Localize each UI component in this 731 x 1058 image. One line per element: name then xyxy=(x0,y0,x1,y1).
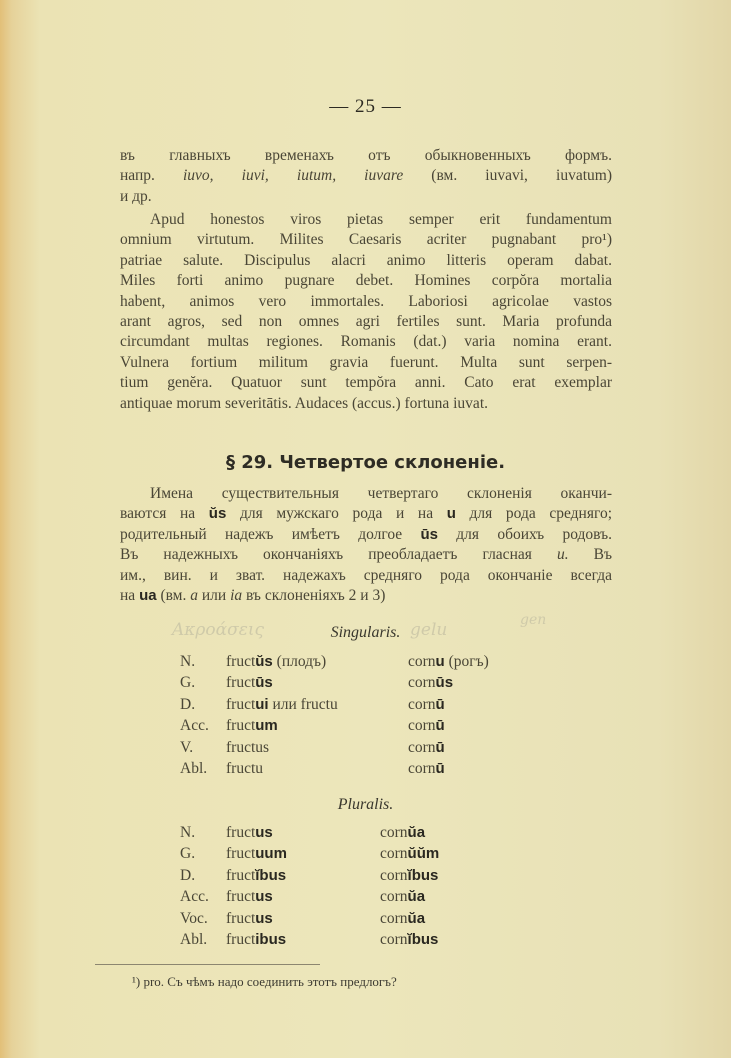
neuter-form xyxy=(408,673,489,695)
singularis-table xyxy=(180,651,489,780)
pluralis-title: Pluralis. xyxy=(337,796,394,813)
footnote: ¹) pro. Съ чѣмъ надо соединить этотъ предлогъ? xyxy=(132,974,397,989)
bold-ending: u xyxy=(446,505,456,523)
masculine-form xyxy=(226,716,408,738)
case-label: D. xyxy=(180,866,196,884)
text-run: для мужскаго рода и на xyxy=(226,505,447,523)
case-ending: u xyxy=(435,652,445,670)
text-run: Въ xyxy=(568,546,612,564)
declension-row xyxy=(180,908,439,930)
declension-row xyxy=(180,651,489,673)
text-run: родительный надежъ имѣетъ долгое xyxy=(120,525,421,543)
text-run: fructus xyxy=(226,738,270,756)
case-ending: ūs xyxy=(255,674,273,692)
bold-ending: ŭs xyxy=(208,505,227,523)
text-line: Apud honestos viros pietas semper erit fundamentum xyxy=(150,211,612,228)
text-run: им., вин. и зват. надежахъ средняго рода окончаніе всегда xyxy=(120,566,612,584)
footnote-rule xyxy=(95,964,320,965)
italic-text: u. xyxy=(556,546,569,564)
masculine-form xyxy=(226,651,408,673)
word-stem: fruct xyxy=(226,823,256,841)
text-line: omnium virtutum. Milites Caesaris acriter pugnabant pro¹) xyxy=(120,231,612,249)
word-stem: fruct xyxy=(226,652,256,670)
latin-exercise-paragraph xyxy=(120,210,612,414)
case-label: N. xyxy=(180,823,196,841)
case-ending: ĭbus xyxy=(255,866,287,884)
text-line: circumdant multas regiones. Romanis (dat.) varia nomina erant. xyxy=(120,333,612,351)
text-run: или fructu xyxy=(268,695,338,713)
declension-row xyxy=(180,822,439,844)
text-line: tium genĕra. Quatuor sunt tempŏra anni. Cato erat exemplar xyxy=(120,374,612,392)
handwritten-note-3: gen xyxy=(520,612,547,628)
masculine-form xyxy=(226,694,408,716)
text-run: или xyxy=(197,587,231,605)
neuter-form xyxy=(408,694,489,716)
declension-row xyxy=(180,694,489,716)
case-ending: ĭbus xyxy=(407,931,439,949)
text-line: arant agros, sed non omnes agri fertiles sunt. Maria profunda xyxy=(120,313,612,331)
case-ending: ū xyxy=(435,695,445,713)
latin-exercise-text xyxy=(120,210,612,414)
word-stem: corn xyxy=(380,823,408,841)
text-run: напр. xyxy=(120,167,183,185)
section-text xyxy=(120,484,612,606)
neuter-form xyxy=(380,844,439,866)
declension-row xyxy=(180,887,439,909)
text-line: Miles forti animo pugnare debet. Homines corpŏra mortalia xyxy=(120,272,612,290)
word-stem: corn xyxy=(380,931,408,949)
case-ending: us xyxy=(255,888,273,906)
case-ending: ū xyxy=(435,738,445,756)
word-stem: fruct xyxy=(226,845,256,863)
text-line xyxy=(120,586,612,606)
declension-row xyxy=(180,673,489,695)
case-ending: ŭŭm xyxy=(407,845,440,863)
masculine-form xyxy=(226,865,380,887)
text-line: habent, animos vero immortales. Laboriosi agricolae vastos xyxy=(120,292,612,310)
case-label: D. xyxy=(180,695,196,713)
text-line xyxy=(120,504,612,524)
text-line xyxy=(120,166,612,186)
case-label: V. xyxy=(180,738,194,756)
case-label: G. xyxy=(180,845,196,863)
masculine-form xyxy=(226,759,408,781)
case-ending: ŭa xyxy=(407,823,426,841)
text-line xyxy=(120,484,612,504)
text-run: и др. xyxy=(120,187,152,205)
text-run: Въ надежныхъ окончаніяхъ преобладаетъ гласная xyxy=(120,546,557,564)
word-stem: fruct xyxy=(226,717,256,735)
page-number: — 25 — xyxy=(329,96,402,117)
neuter-form xyxy=(408,651,489,673)
declension-row xyxy=(180,844,439,866)
neuter-form xyxy=(408,759,489,781)
text-run: на xyxy=(120,587,140,605)
masculine-form xyxy=(226,930,380,952)
case-label: Voc. xyxy=(180,909,208,927)
declension-row xyxy=(180,865,439,887)
word-stem: corn xyxy=(380,866,408,884)
word-stem: corn xyxy=(408,717,436,735)
bold-ending: ua xyxy=(139,587,157,605)
masculine-form xyxy=(226,844,380,866)
masculine-form xyxy=(226,737,408,759)
case-label: G. xyxy=(180,674,196,692)
word-stem: corn xyxy=(408,738,436,756)
case-ending: ū xyxy=(435,717,445,735)
pluralis-table xyxy=(180,822,439,951)
word-stem: fruct xyxy=(226,695,256,713)
word-stem: fruct xyxy=(226,909,256,927)
text-line xyxy=(120,187,612,207)
case-ending: ū xyxy=(435,760,445,778)
declension-row xyxy=(180,716,489,738)
italic-text: iuvo, iuvi, iutum, iuvare xyxy=(183,167,404,185)
case-ending: ŭa xyxy=(407,888,426,906)
text-line xyxy=(120,146,612,166)
masculine-form xyxy=(226,673,408,695)
word-stem: fruct xyxy=(226,674,256,692)
word-stem: corn xyxy=(408,695,436,713)
text-run: (вм. xyxy=(156,587,191,605)
neuter-form xyxy=(408,716,489,738)
continuation-text xyxy=(120,146,612,207)
case-ending: us xyxy=(255,823,273,841)
case-label: Abl. xyxy=(180,760,208,778)
section-paragraph xyxy=(120,484,612,606)
neuter-form xyxy=(380,887,439,909)
case-ending: um xyxy=(255,717,278,735)
case-label: Acc. xyxy=(180,888,209,906)
case-label: Abl. xyxy=(180,931,208,949)
text-run: Имена существительныя четвертаго склоненія оканчи- xyxy=(150,485,612,502)
text-run: въ склоненіяхъ 2 и 3) xyxy=(242,587,386,605)
bold-ending: ūs xyxy=(420,525,438,543)
case-ending: ibus xyxy=(255,931,287,949)
declension-row xyxy=(180,759,489,781)
case-ending: ūs xyxy=(435,674,454,692)
case-ending: ui xyxy=(255,695,269,713)
masculine-form xyxy=(226,887,380,909)
word-stem: corn xyxy=(408,760,436,778)
text-line xyxy=(120,525,612,545)
case-ending: ŭa xyxy=(407,909,426,927)
masculine-form xyxy=(226,822,380,844)
neuter-form xyxy=(380,930,439,952)
case-label: N. xyxy=(180,652,196,670)
neuter-form xyxy=(380,865,439,887)
word-stem: corn xyxy=(408,674,436,692)
handwritten-note-2: gelu xyxy=(410,620,448,640)
text-line xyxy=(120,566,612,586)
declension-row xyxy=(180,737,489,759)
italic-text: a xyxy=(190,587,198,605)
continuation-paragraph xyxy=(120,146,612,207)
text-run: (рогъ) xyxy=(444,652,489,670)
italic-text: ia xyxy=(230,587,243,605)
neuter-form xyxy=(380,908,439,930)
text-run: для рода средняго; xyxy=(455,505,613,523)
word-stem: fruct xyxy=(226,931,256,949)
neuter-form xyxy=(380,822,439,844)
word-stem: corn xyxy=(380,909,408,927)
case-ending: ŭs xyxy=(255,652,273,670)
case-ending: ĭbus xyxy=(407,866,439,884)
handwritten-note-1: Ακροάσεις xyxy=(172,620,265,640)
text-run: въ главныхъ временахъ отъ обыкновенныхъ формъ. xyxy=(120,147,612,164)
text-line: Vulnera fortium militum gravia fuerunt. Multa sunt serpen- xyxy=(120,353,612,371)
section-heading: § 29. Четвертое склоненіе. xyxy=(225,452,506,473)
text-run: (вм. iuvavi, iuvatum) xyxy=(403,167,612,185)
text-line xyxy=(120,545,612,565)
word-stem: fruct xyxy=(226,888,256,906)
text-line: patriae salute. Discipulus alacri animo litteris operam dabat. xyxy=(120,251,612,269)
singularis-title: Singularis. xyxy=(330,624,401,641)
declension-row xyxy=(180,930,439,952)
word-stem: corn xyxy=(380,888,408,906)
text-run: ваются на xyxy=(120,505,209,523)
text-run: для обоихъ родовъ. xyxy=(438,525,612,543)
neuter-form xyxy=(408,737,489,759)
case-ending: us xyxy=(255,909,273,927)
text-run: fructu xyxy=(226,760,264,778)
case-ending: uum xyxy=(255,845,287,863)
text-line: antiquae morum severitātis. Audaces (accus.) fortuna iuvat. xyxy=(120,394,488,412)
word-stem: fruct xyxy=(226,866,256,884)
masculine-form xyxy=(226,908,380,930)
case-label: Acc. xyxy=(180,717,209,735)
text-run: (плодъ) xyxy=(272,652,327,670)
word-stem: corn xyxy=(380,845,408,863)
word-stem: corn xyxy=(408,652,436,670)
